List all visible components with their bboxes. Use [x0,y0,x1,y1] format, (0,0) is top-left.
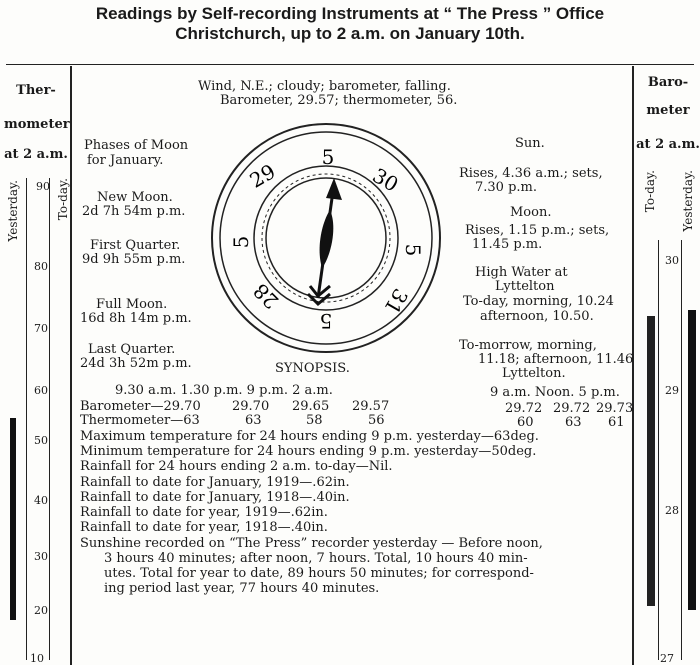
high-water-title-1: High Water at [475,265,568,280]
barometer-0900-right: 29.72 [505,401,543,416]
moon-right-title: Moon. [510,205,552,220]
thermometer-title-2: mometer [4,117,70,132]
thermometer-today-label: To-day. [56,178,70,221]
thermo-scale-40: 40 [34,494,48,507]
rainfall-jan-1918-line: Rainfall to date for January, 1918—.40in. [80,490,350,505]
thermo-0200: 56 [368,413,385,428]
thermo-scale-20: 20 [34,604,48,617]
sunshine-line-3: utes. Total for year to date, 89 hours 50 minutes; for correspond- [104,566,534,581]
rainfall-24h-line: Rainfall for 24 hours ending 2 a.m. to-day—Nil. [80,459,393,474]
tomorrow-2: 11.18; afternoon, 11.46 [478,352,634,367]
min-temp-line: Minimum temperature for 24 hours ending 9 p.m. yesterday—50deg. [80,444,537,459]
sunshine-line-1: Sunshine recorded on “The Press” recorder yesterday — Before noon, [80,536,543,551]
new-moon-time: 2d 7h 54m p.m. [82,204,186,219]
thermometer-title-1: Ther- [16,83,56,98]
dial-number-left: 5 [229,235,253,249]
synopsis-times-left: 9.30 a.m. 1.30 p.m. 9 p.m. 2 a.m. [115,383,333,398]
thermometer-yesterday-label: Yesterday. [6,180,20,242]
moon-rises-1: Rises, 1.15 p.m.; sets, [465,223,610,238]
thermo-scale-80: 80 [34,260,48,273]
thermo-scale-50: 50 [34,434,48,447]
thermo-0900-right: 60 [517,415,534,430]
barometer-1330: 29.70 [232,399,270,414]
rainfall-jan-1919-line: Rainfall to date for January, 1919—.62in. [80,475,350,490]
dial-number-31: 31 [379,284,413,319]
thermo-noon-right: 63 [565,415,582,430]
thermo-scale-10: 10 [30,652,44,665]
baro-scale-27: 27 [660,652,674,665]
barometer-yesterday-bar [688,310,696,610]
wind-arrow [308,178,342,304]
thermometer-title-3: at 2 a.m. [4,147,68,162]
new-moon-label: New Moon. [97,190,173,205]
first-quarter-time: 9d 9h 55m p.m. [82,252,186,267]
synopsis-times-right: 9 a.m. Noon. 5 p.m. [490,385,620,400]
baro-scale-29: 29 [665,384,679,397]
thermometer-tube [26,178,50,660]
top-rule [6,64,694,65]
moon-rises-2: 11.45 p.m. [472,237,543,252]
rainfall-year-1919-line: Rainfall to date for year, 1919—.62in. [80,505,328,520]
first-quarter-label: First Quarter. [90,238,181,253]
thermo-1700-right: 61 [608,415,625,430]
sun-title: Sun. [515,136,545,151]
thermo-1330: 63 [245,413,262,428]
dial-number-top: 5 [321,145,335,169]
moon-title-1: Phases of Moon [84,138,189,153]
thermometer-yesterday-bar [10,418,16,620]
barometer-1700-right: 29.73 [596,401,634,416]
barometer-noon-right: 29.72 [553,401,591,416]
barometer-title-2: meter [646,103,690,118]
barometer-today-label: To-day. [643,170,657,213]
dial-number-30: 30 [368,163,403,197]
barometer-yesterday-label: Yesterday. [681,170,695,232]
page-title-line1: Readings by Self-recording Instruments at “ The Press ” Office [95,4,605,23]
high-water-today-2: afternoon, 10.50. [480,309,594,324]
weather-line-1: Wind, N.E.; cloudy; barometer, falling. [198,79,451,94]
barometer-tube [658,240,682,660]
thermo-scale-70: 70 [34,322,48,335]
thermo-scale-60: 60 [34,384,48,397]
barometer-title-1: Baro- [647,75,689,90]
wind-dial [206,118,446,358]
barometer-2100: 29.65 [292,399,330,414]
thermo-2100: 58 [306,413,323,428]
page-title-line2: Christchurch, up to 2 a.m. on January 10th. [175,24,525,43]
high-water-today-1: To-day, morning, 10.24 [463,294,614,309]
dial-number-bottom: 5 [319,309,333,333]
dial-number-29: 29 [245,159,280,193]
rainfall-year-1918-line: Rainfall to date for year, 1918—.40in. [80,520,328,535]
last-quarter-label: Last Quarter. [88,342,176,357]
thermo-scale-90: 90 [36,180,50,193]
synopsis-title: SYNOPSIS. [275,361,350,376]
sun-rises-2: 7.30 p.m. [475,180,537,195]
baro-scale-28: 28 [665,504,679,517]
last-quarter-time: 24d 3h 52m p.m. [80,356,192,371]
dial-number-right: 5 [401,243,425,257]
tomorrow-1: To-morrow, morning, [459,338,597,353]
barometer-title-3: at 2 a.m. [636,137,700,152]
moon-title-2: for January. [87,153,164,168]
high-water-title-2: Lyttelton [495,279,555,294]
sunshine-line-4: ing period last year, 77 hours 40 minutes. [104,581,380,596]
barometer-0200: 29.57 [352,399,390,414]
sun-rises-1: Rises, 4.36 a.m.; sets, [459,166,603,181]
sunshine-line-2: 3 hours 40 minutes; after noon, 7 hours. Total, 10 hours 40 min- [104,551,528,566]
dial-number-28: 28 [248,278,284,314]
max-temp-line: Maximum temperature for 24 hours ending 9 p.m. yesterday—63deg. [80,429,539,444]
barometer-row-label: Barometer—29.70 [80,399,201,414]
baro-scale-30: 30 [665,254,679,267]
barometer-today-bar [647,316,655,606]
full-moon-label: Full Moon. [96,297,168,312]
full-moon-time: 16d 8h 14m p.m. [80,311,192,326]
thermo-scale-30: 30 [34,550,48,563]
left-column-divider [70,66,72,665]
tomorrow-3: Lyttelton. [502,366,566,381]
weather-line-2: Barometer, 29.57; thermometer, 56. [220,93,458,108]
thermometer-row-label: Thermometer—63 [80,413,200,428]
